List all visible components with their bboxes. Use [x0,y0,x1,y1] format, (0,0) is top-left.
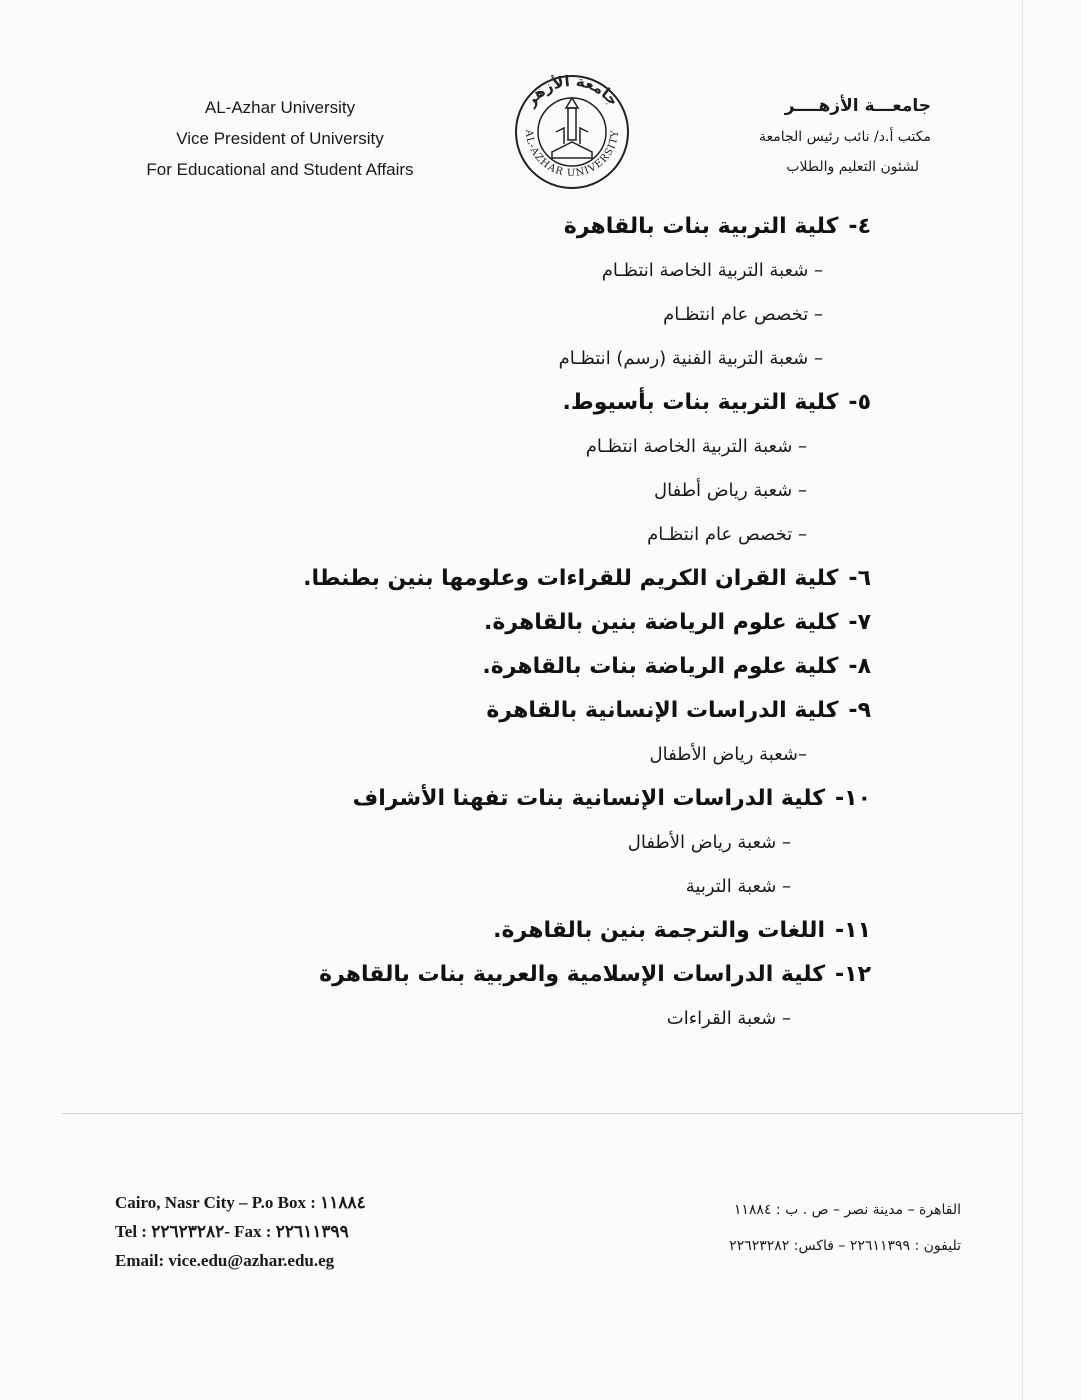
faculty-4-branch: – شعبة التربية الفنية (رسم) انتظـام [558,348,823,369]
faculty-10-branch: – شعبة التربية [685,876,791,897]
faculty-item-4: ٤-كلية التربية بنات بالقاهرة [563,214,871,239]
svg-text:جامعة الأزهر [521,72,623,110]
faculty-4-branch: – شعبة التربية الخاصة انتظـام [601,260,823,281]
faculty-5-branch: – شعبة التربية الخاصة انتظـام [585,436,807,457]
faculty-5-branch: – شعبة رياض أطفال [654,480,807,501]
faculty-9-branch: –شعبة رياض الأطفال [649,744,807,765]
faculty-item-11: ١١-اللغات والترجمة بنين بالقاهرة. [493,918,871,943]
faculty-5-branch: – تخصص عام انتظـام [647,524,807,545]
footer-divider [62,1113,1022,1114]
university-seal-logo [502,72,642,192]
footer-address-ar: القاهرة – مدينة نصر – ص . ب : ١١٨٨٤ [733,1202,961,1218]
header-ar-line-2: مكتب أ.د/ نائب رئيس الجامعة [758,129,931,145]
faculty-list [151,205,871,1041]
faculty-item-8: ٨-كلية علوم الرياضة بنات بالقاهرة. [482,654,871,679]
faculty-12-branch: – شعبة القراءات [666,1008,791,1029]
header-english [120,92,440,185]
footer-email: Email: vice.edu@azhar.edu.eg [115,1251,335,1270]
header-ar-line-1: جامعـــة الأزهــــر [784,96,931,116]
footer-address-en: Cairo, Nasr City – P.o Box : ١١٨٨٤ [115,1193,366,1212]
faculty-item-12: ١٢-كلية الدراسات الإسلامية والعربية بنات بالقاهرة [319,962,871,987]
faculty-item-9: ٩-كلية الدراسات الإنسانية بالقاهرة [486,698,871,723]
faculty-item-6: ٦-كلية القران الكريم للقراءات وعلومها بنين بطنطا. [303,566,871,591]
header-ar-line-3: لشئون التعليم والطلاب [786,159,919,175]
faculty-10-branch: – شعبة رياض الأطفال [627,832,791,853]
faculty-4-branch: – تخصص عام انتظـام [663,304,823,325]
header-en-line-1: AL-Azhar University [204,98,356,117]
header-en-line-2: Vice President of University [176,129,384,148]
seal-top-text: جامعة الأزهر [521,72,623,110]
seal-mosque-icon [552,98,592,158]
footer-phone-en: Tel : ٢٢٦٢٣٢٨٢- Fax : ٢٢٦١١٣٩٩ [115,1222,349,1241]
seal-bottom-text: AL-AZHAR UNIVERSITY [522,129,622,180]
header-arabic [671,90,931,182]
page-edge [1022,0,1023,1400]
faculty-item-10: ١٠-كلية الدراسات الإنسانية بنات تفهنا الأشراف [352,786,871,811]
header-en-line-3: For Educational and Student Affairs [146,160,414,179]
footer-arabic [729,1192,961,1264]
faculty-item-7: ٧-كلية علوم الرياضة بنين بالقاهرة. [483,610,871,635]
footer-english [115,1188,366,1275]
footer-phone-ar: تليفون : ٢٢٦١١٣٩٩ – فاكس: ٢٢٦٢٣٢٨٢ [729,1238,961,1254]
faculty-item-5: ٥-كلية التربية بنات بأسيوط. [562,390,871,415]
